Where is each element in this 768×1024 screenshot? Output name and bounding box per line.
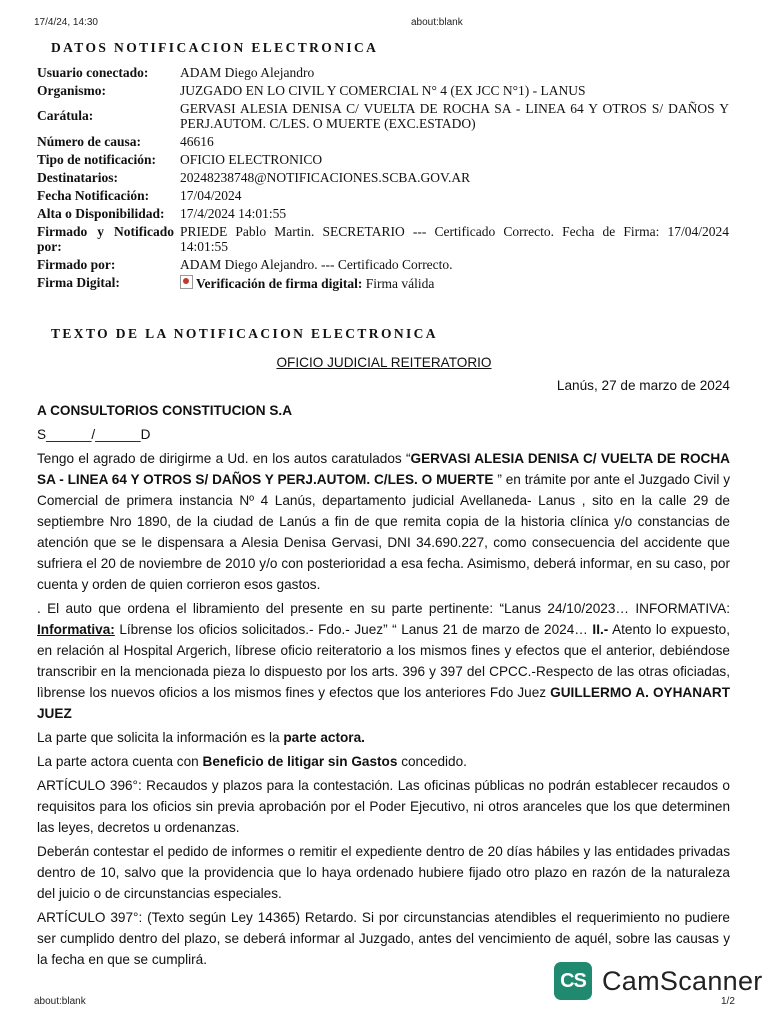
camscanner-brand-text: CamScanner [602,965,763,996]
meta-row-firmado-notificado [34,222,732,255]
letter-article-397: ARTÍCULO 397°: (Texto según Ley 14365) Retardo. Si por circunstancias atendibles el requerimiento no pudiere ser cumplido dentro del plazo, se deberá informar al Juzgado, antes del vencimiento de aquél, sobre las causas y la fecha en que se cumplirá. [37,910,730,967]
letter-place-date: Lanús, 27 de marzo de 2024 [556,378,730,393]
informativa-underlined: Informativa: [37,622,115,637]
letter-paragraph-1 [37,448,730,595]
meta-label: Usuario conectado: [37,64,149,80]
meta-row-usuario [34,63,732,81]
meta-label: Alta o Disponibilidad: [37,205,165,221]
section-title-texto: TEXTO DE LA NOTIFICACION ELECTRONICA [51,326,438,341]
meta-label: Número de causa: [37,133,141,149]
letter-salutation: S______/______D [37,427,151,442]
print-page-number: 1/2 [721,996,735,1007]
letter-paragraph-6: Deberán contestar el pedido de informes o remitir el expediente dentro de 20 días hábiles y las entidades privadas dentro de 10, salvo que la providencia que lo haya ordenado hubiere fijado otro plazo en razón de la naturaleza del juicio o de circunstancias especiales. [37,844,730,901]
print-datetime: 17/4/24, 14:30 [34,17,98,28]
meta-value-organismo: JUZGADO EN LO CIVIL Y COMERCIAL N° 4 (EX JCC N°1) - LANUS [180,82,586,98]
requesting-party: parte actora. [283,730,365,745]
meta-value-tipo: OFICIO ELECTRONICO [180,151,323,167]
roman-numeral: II.- [592,622,609,637]
meta-value-causa: 46616 [180,133,214,149]
text-run: Tengo el agrado de dirigirme a Ud. en los autos caratulados “ [37,451,411,466]
meta-value-firmado-notificado: PRIEDE Pablo Martin. SECRETARIO --- Certificado Correcto. Fecha de Firma: 17/04/2024 14:01:55 [180,223,729,254]
meta-value-firma-digital [177,273,732,292]
meta-value-fecha: 17/04/2024 [180,187,242,203]
section-title-datos: DATOS NOTIFICACION ELECTRONICA [51,40,379,55]
case-title-bold: GERVASI ALESIA DENISA C/ VUELTA DE ROCHA SA - LINEA 64 Y OTROS S/ DAÑOS Y PERJ.AUTOM. C/LES. O MUERTE [37,451,730,487]
meta-row-destinatarios [34,168,732,186]
letter-article-396: ARTÍCULO 396°: Recaudos y plazos para la contestación. Las oficinas públicas no podrán establecer recaudos o requisitos para los oficios sin previa aprobación por el Poder Ejecutivo, ni otros aranceles que los que determinen las leyes, decretos u ordenanzas. [37,778,730,835]
meta-row-organismo [34,81,732,99]
meta-row-causa [34,132,732,150]
signature-verification-label: Verificación de firma digital: [196,275,363,291]
letter-paragraph-2 [37,598,730,724]
meta-value-firmado: ADAM Diego Alejandro. --- Certificado Correcto. [180,256,453,272]
letter-body [37,400,730,973]
text-run: Atento lo expuesto, en relación al Hospital Argerich, líbrese oficio reiteratorio a los mismos fines y efectos que el anterior, debiéndose transcribir en la mencionada pieza lo dispuesto por los arts. 396 y 397 del CPCC.-Respecto de las otras oficiadas, lìbrense los nuevos oficios a los mismos fines y efectos que los anteriores Fdo Juez [37,622,730,700]
text-run: Líbrense los oficios solicitados.- Fdo.- Juez” “ Lanus 21 de marzo de 2024… [114,622,593,637]
text-run: . El auto que ordena el libramiento del presente en su parte pertinente: “Lanus 24/10/2023… INFORMATIVA: [37,601,730,616]
meta-label: Firmado por: [37,256,116,272]
meta-row-tipo [34,150,732,168]
text-run: concedido. [397,754,467,769]
letter-paragraph-3 [37,727,730,748]
meta-label: Fecha Notificación: [37,187,150,203]
text-run: La parte actora cuenta con [37,754,203,769]
camscanner-watermark [554,962,763,1000]
print-footer-url: about:blank [34,996,86,1007]
meta-label: Firma Digital: [37,274,120,290]
meta-value-usuario: ADAM Diego Alejandro [180,64,315,80]
benefit-bold: Beneficio de litigar sin Gastos [202,754,398,769]
letter-paragraph-4 [37,751,730,772]
meta-label: Carátula: [37,108,94,123]
meta-row-fecha [34,186,732,204]
meta-row-alta [34,204,732,222]
meta-value-alta: 17/4/2024 14:01:55 [180,205,287,221]
meta-label: Firmado y Notificado por: [37,223,174,254]
judge-name: GUILLERMO A. OYHANART JUEZ [37,685,731,721]
meta-row-firmado [34,255,732,273]
signature-status: Firma válida [365,275,435,291]
camscanner-logo-icon: CS [554,962,592,1000]
meta-label: Organismo: [37,82,106,98]
meta-label: Destinatarios: [37,169,118,185]
digital-signature-icon[interactable] [180,275,193,289]
meta-value-caratula: GERVASI ALESIA DENISA C/ VUELTA DE ROCHA SA - LINEA 64 Y OTROS S/ DAÑOS Y PERJ.AUTOM. C/LES. O MUERTE (EXC.ESTADO) [180,100,729,131]
meta-row-caratula [34,99,732,132]
text-run: La parte que solicita la información es la [37,730,284,745]
letter-heading: OFICIO JUDICIAL REITERATORIO [276,355,492,370]
text-run: ” en trámite por ante el Juzgado Civil y Comercial de primera instancia Nº 4 Lanús, departamento judicial Avellaneda- Lanus , sito en la calle 29 de septiembre Nro 1890, de la ciudad de Lanús a fin de que remita copia de la historia clínica y/o constancias de atención que se le dispensara a Alesia Denisa Gervasi, DNI 34.690.227, como consecuencia del accidente que sufriera el 20 de noviembre de 2010 y/o con posterioridad a esa fecha. Asimismo, deberá informar, en su caso, por cuenta y orden de quien corrieron esos gastos. [37,472,730,592]
meta-label: Tipo de notificación: [37,151,157,167]
letter-addressee: A CONSULTORIOS CONSTITUCION S.A [37,403,293,418]
meta-row-firma-digital [34,273,732,292]
notification-metadata-table [34,63,732,292]
meta-value-destinatarios: 20248238748@NOTIFICACIONES.SCBA.GOV.AR [180,169,471,185]
print-page-title: about:blank [411,17,463,28]
